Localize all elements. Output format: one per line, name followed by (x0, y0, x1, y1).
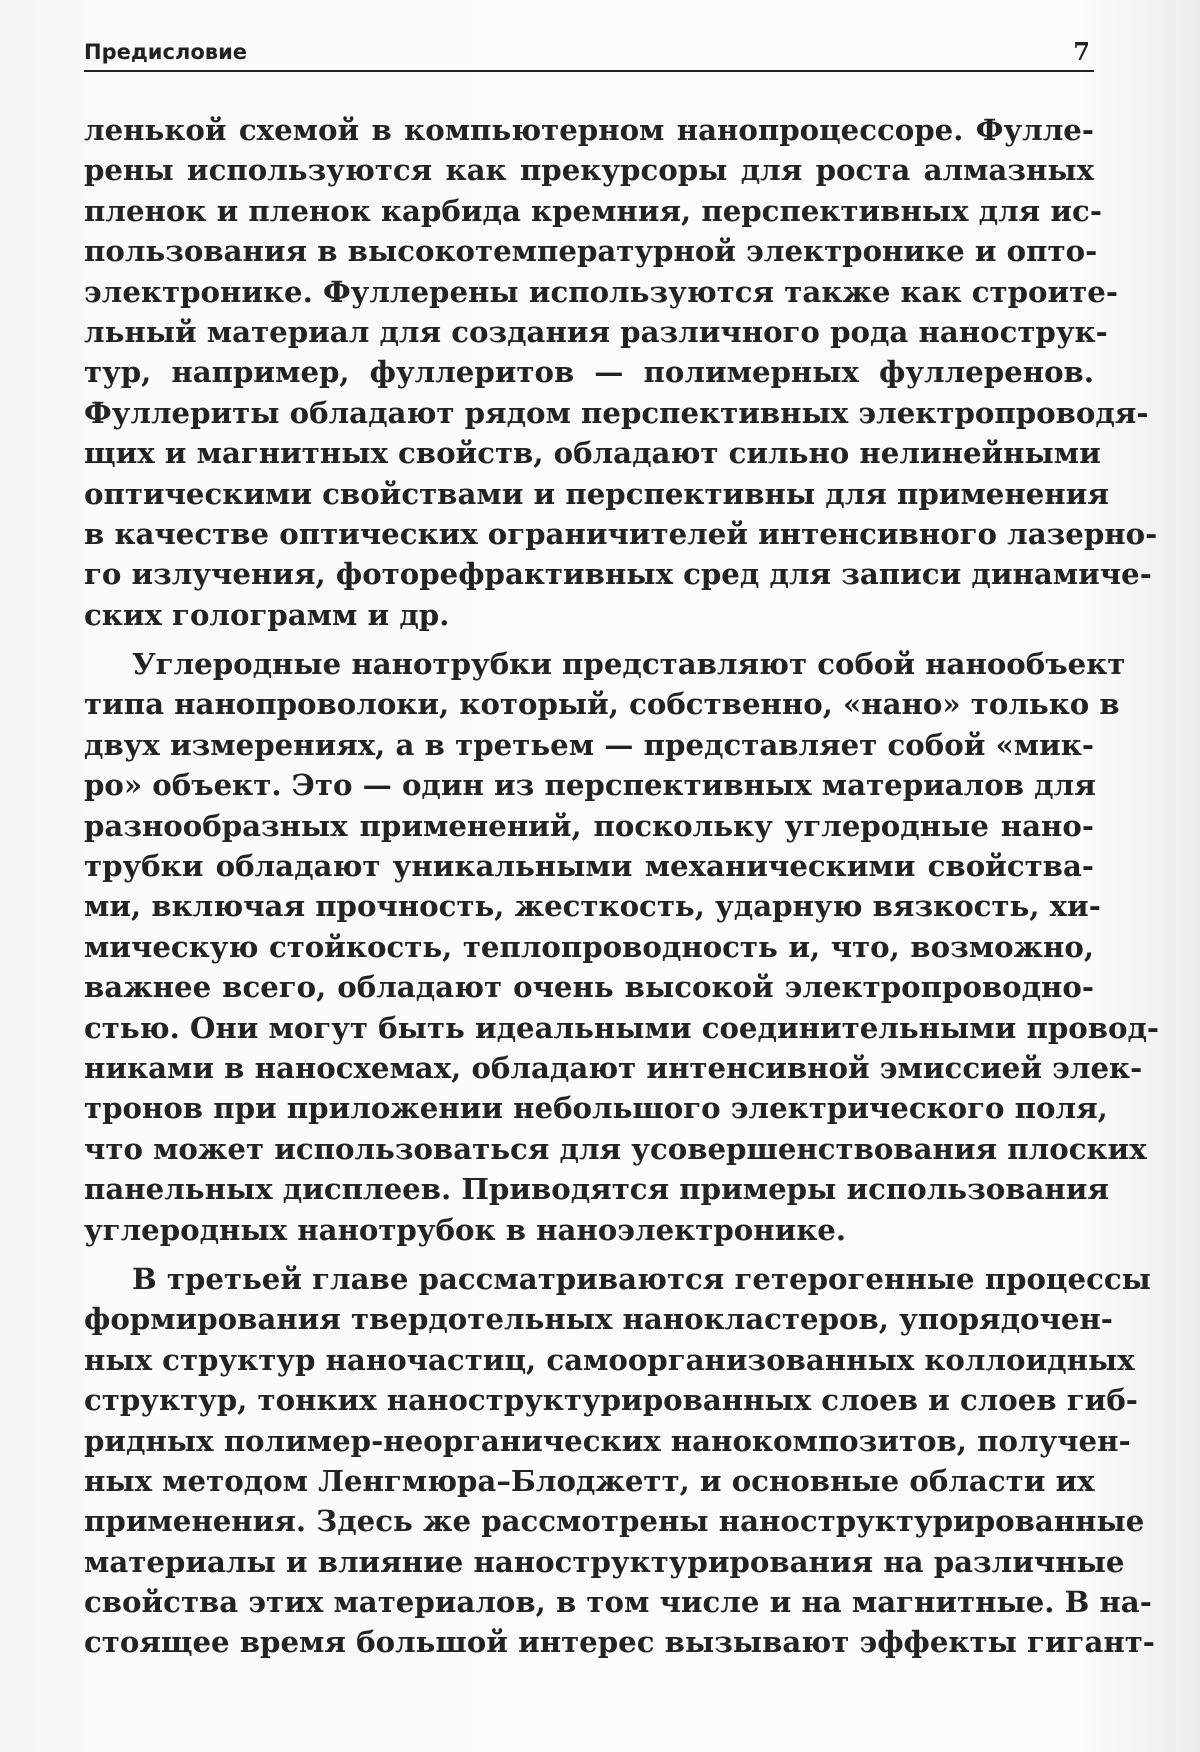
text-line: никами в наносхемах, обладают интенсивной эмиссией элек- (84, 1050, 1143, 1085)
text-line: применения. Здесь же рассмотрены наноструктурированные (84, 1504, 1145, 1539)
text-line: стоящее время большой интерес вызывают эффекты гигант- (84, 1625, 1155, 1660)
text-line: углеродных нанотрубок в наноэлектронике. (84, 1212, 847, 1247)
text-line: ми, включая прочность, жесткость, ударную вязкость, хи- (84, 889, 1101, 924)
text-line: формирования твердотельных нанокластеров, упорядочен- (84, 1302, 1113, 1337)
text-line: го излучения, фоторефрактивных сред для записи динамиче- (84, 557, 1152, 592)
text-line: Фуллериты обладают рядом перспективных электропроводя- (84, 395, 1149, 430)
text-line: ридных полимер-неорганических нанокомпозитов, получен- (84, 1423, 1131, 1458)
text-line: структур, тонких наноструктурированных слоев и слоев гиб- (84, 1383, 1138, 1418)
paragraph-1 (84, 110, 1158, 635)
text-line: тур, например, фуллеритов — полимерных фуллеренов. (84, 355, 1094, 390)
text-line: оптическими свойствами и перспективны для применения (84, 476, 1109, 511)
text-line: типа нанопроволоки, который, собственно, «нано» только в (84, 687, 1120, 722)
text-line: ских голограмм и др. (84, 597, 450, 632)
running-header (84, 36, 1094, 72)
text-line: тронов при приложении небольшого электрического поля, (84, 1091, 1108, 1126)
text-line: материалы и влияние наноструктурирования на различные (84, 1544, 1125, 1579)
body-text (84, 110, 1160, 1663)
text-line: мическую стойкость, теплопроводность и, что, возможно, (84, 929, 1094, 964)
text-line: ленькой схемой в компьютерном нанопроцессоре. Фулле- (84, 113, 1094, 147)
text-line: льный материал для создания различного рода нанострук- (84, 314, 1108, 349)
paragraph-3 (84, 1259, 1155, 1663)
text-line: рены используются как прекурсоры для роста алмазных (84, 153, 1094, 188)
text-line: В третьей главе рассматриваются гетерогенные процессы (132, 1261, 1151, 1296)
text-line: пользования в высокотемпературной электронике и опто- (84, 234, 1098, 269)
text-line: ро» объект. Это — один из перспективных материалов для (84, 768, 1096, 803)
text-line: трубки обладают уникальными механическими свойства- (84, 849, 1094, 884)
paragraph-2 (84, 644, 1160, 1250)
text-line: разнообразных применений, поскольку углеродные нано- (84, 808, 1094, 843)
page-number: 7 (1073, 37, 1090, 66)
text-line: двух измерениях, а в третьем — представляет собой «мик- (84, 727, 1094, 762)
text-line: стью. Они могут быть идеальными соединительными провод- (84, 1010, 1160, 1045)
text-line: щих и магнитных свойств, обладают сильно нелинейными (84, 436, 1101, 471)
text-line: важнее всего, обладают очень высокой электропроводно- (84, 970, 1094, 1005)
text-line: пленок и пленок карбида кремния, перспективных для ис- (84, 193, 1102, 228)
text-line: ных структур наночастиц, самоорганизованных коллоидных (84, 1342, 1135, 1377)
text-line: свойства этих материалов, в том числе и на магнитные. В на- (84, 1585, 1152, 1620)
text-line: в качестве оптических ограничителей интенсивного лазерно- (84, 516, 1158, 551)
text-line: ных методом Ленгмюра–Блоджетт, и основные области их (84, 1463, 1095, 1498)
text-line: панельных дисплеев. Приводятся примеры использования (84, 1172, 1109, 1207)
text-line: что может использоваться для усовершенствования плоских (84, 1131, 1147, 1166)
text-line: электронике. Фуллерены используются также как строите- (84, 274, 1118, 309)
text-line: Углеродные нанотрубки представляют собой нанообъект (132, 647, 1126, 682)
header-title: Предисловие (84, 40, 248, 64)
